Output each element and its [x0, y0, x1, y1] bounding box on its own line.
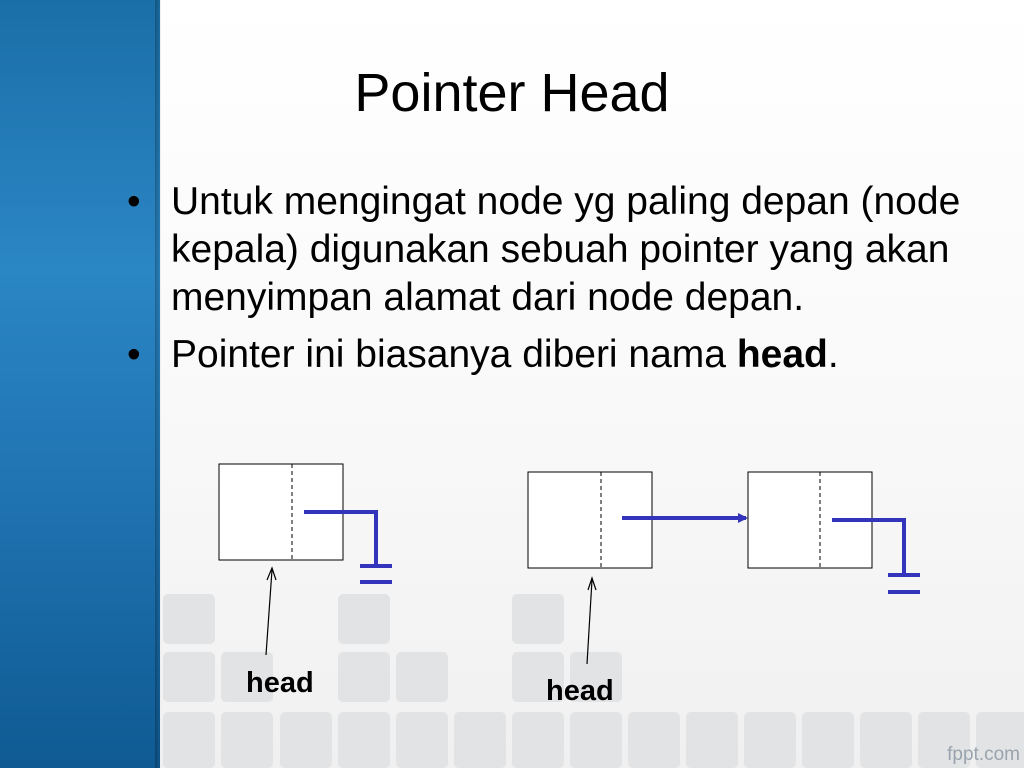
- bullet-marker: •: [127, 180, 141, 223]
- head-pointer-arrow-right: [587, 580, 592, 664]
- bullet-marker: •: [127, 333, 141, 376]
- bullet-suffix: .: [827, 333, 839, 376]
- head-label-left: head: [246, 667, 314, 699]
- bullet-text: Pointer ini biasanya diberi nama: [171, 333, 737, 376]
- bullet-bold-text: head: [736, 333, 828, 376]
- watermark-text: fppt.com: [947, 744, 1020, 765]
- head-label-right: head: [546, 675, 614, 707]
- bullet-text: Untuk mengingat node yg paling depan (node kepala) digunakan sebuah pointer yang akan menyimpan alamat dari node depan.: [171, 180, 961, 319]
- head-pointer-arrow-left: [266, 570, 272, 655]
- slide-title: Pointer Head: [354, 63, 670, 123]
